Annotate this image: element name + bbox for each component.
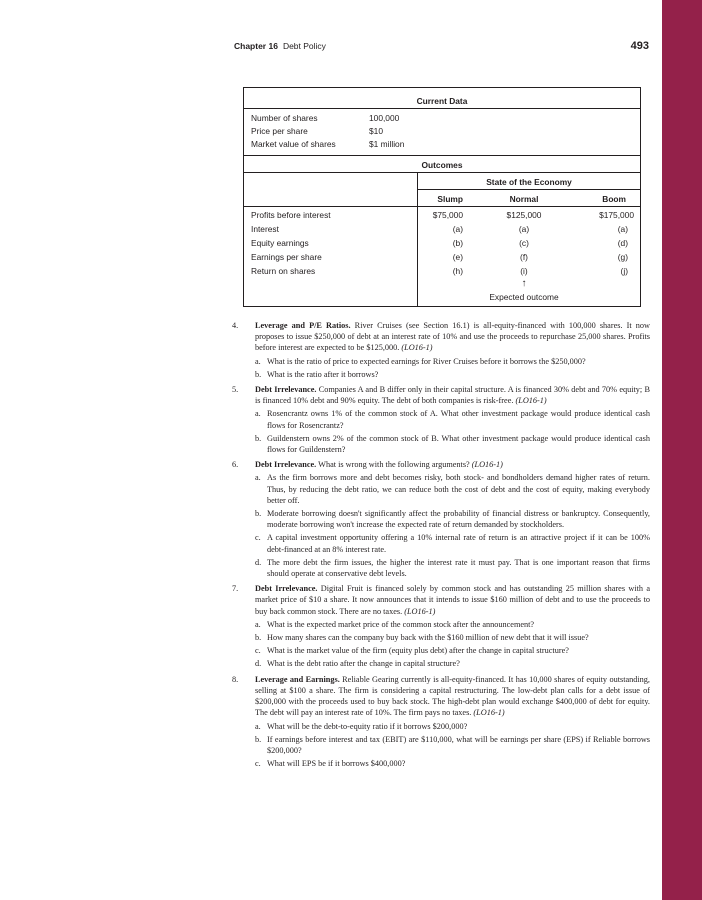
learning-objective: (LO16-1) [471, 460, 503, 470]
sub-question [255, 734, 650, 756]
sub-question-text: As the firm borrows more and debt becomes risky, both stock- and bondholders demand higher rates of return. Thus, by reducing the debt ratio, we can reduce both the cost of debt and the cost of equity, making everybody better off. [267, 473, 650, 505]
sub-question-letter: d. [255, 557, 262, 567]
sub-question-text: What is the debt ratio after the change in capital structure? [267, 659, 460, 669]
row-label: Equity earnings [251, 238, 309, 248]
cell-boom: (g) [617, 252, 628, 262]
sub-question-text: The more debt the firm issues, the higher the interest rate it must pay. That is one important reason that firms should operate at conservative debt levels. [267, 557, 650, 579]
problem-body: Companies A and B differ only in their capital structure. A is financed 30% debt and 70% equity; B is financed 10% debt and 90% equity. The debt of both companies is risk-free. [255, 385, 650, 406]
row-label: Interest [251, 224, 279, 234]
problem-text [255, 384, 650, 406]
table-rule [244, 155, 640, 156]
sub-question [255, 356, 650, 367]
state-of-economy-title: State of the Economy [486, 177, 572, 187]
cell-boom: (d) [617, 238, 628, 248]
cell-normal: $125,000 [506, 210, 542, 220]
chapter-label: Chapter 16 [234, 41, 278, 51]
problem-item [232, 674, 650, 770]
column-header-normal: Normal [509, 194, 539, 204]
sub-question-letter: b. [255, 509, 262, 519]
row-label: Return on shares [251, 266, 316, 276]
sub-question-text: Guildenstern owns 2% of the common stock of B. What other investment package would produce identical cash flows for Guildenstern? [267, 433, 650, 455]
learning-objective: (LO16-1) [473, 708, 505, 718]
sub-question-text: A capital investment opportunity offering a 10% internal rate of return is an attractive project if it can be 100% debt-financed at an 8% interest rate. [267, 533, 650, 554]
sub-question-text: What is the ratio of price to expected earnings for River Cruises before it borrows the $250,000? [267, 356, 586, 366]
problem-item [232, 320, 650, 380]
current-row-value: 100,000 [369, 113, 400, 123]
table-rule [244, 206, 640, 207]
column-header-slump: Slump [437, 194, 463, 204]
sub-question-letter: c. [255, 759, 261, 769]
page-number: 493 [630, 40, 649, 52]
sub-question [255, 721, 650, 732]
outcomes-title: Outcomes [421, 160, 463, 170]
cell-slump: (b) [452, 238, 463, 248]
problem-body: River Cruises (see Section 16.1) is all-equity-financed with 100,000 shares. It now proposes to issue $250,000 of debt at an interest rate of 10% and use the proceeds to repurchase 25,000 shares. Profits before interest are expected to be $125,000. [255, 321, 650, 353]
sub-question-text: What will be the debt-to-equity ratio if it borrows $200,000? [267, 721, 468, 731]
cell-slump: (h) [452, 266, 463, 276]
sub-question-text: What is the expected market price of the common stock after the announcement? [267, 619, 535, 629]
sub-question-letter: b. [255, 433, 262, 443]
sub-question-letter: a. [255, 356, 261, 366]
row-label: Earnings per share [251, 252, 322, 262]
problem-title: Debt Irrelevance. [255, 385, 317, 395]
sub-question [255, 632, 650, 643]
problem-body: Reliable Gearing currently is all-equity-financed. It has 10,000 shares of equity outstanding, selling at $100 a share. The firm is considering a capital restructuring. The low-debt plan calls for a debt issue of $200,000 with the proceeds used to buy back stock. The high-debt plan would exchange $400,000 of debt for equity. The debt will pay an interest rate of 10%. The firm pays no taxes. [255, 674, 650, 718]
sub-question-text: If earnings before interest and tax (EBIT) are $110,000, what will be earnings per share (EPS) if Reliable borrows $200,000? [267, 734, 650, 755]
sub-question [255, 508, 650, 530]
problem-text [255, 320, 650, 354]
chapter-heading [234, 41, 326, 51]
chapter-title: Debt Policy [282, 41, 326, 51]
problem-item [232, 459, 650, 579]
page-edge-color-bar [662, 0, 702, 900]
cell-normal: (f) [520, 252, 528, 262]
up-arrow-icon: ↑ [521, 278, 527, 289]
problem-body: Digital Fruit is financed solely by common stock and has outstanding 25 million shares with a market price of $10 a share. It now announces that it intends to issue $160 million of debt and to use the proceeds to buy back common stock. There are no taxes. [255, 584, 650, 616]
sub-question-text: Moderate borrowing doesn't significantly affect the probability of financial distress or bankruptcy. Consequently, moderate borrowing won't increase the expected rate of return demanded by stockholders. [267, 509, 650, 530]
sub-question-text: What is the market value of the firm (equity plus debt) after the change in capital structure? [267, 646, 569, 656]
learning-objective: (LO16-1) [404, 606, 436, 616]
sub-question-text: How many shares can the company buy back with the $160 million of new debt that it will issue? [267, 633, 589, 643]
sub-question-letter: c. [255, 533, 261, 543]
cell-boom: (a) [617, 224, 628, 234]
problem-number: 6. [232, 460, 239, 470]
learning-objective: (LO16-1) [401, 343, 433, 353]
sub-question-text: What is the ratio after it borrows? [267, 369, 379, 379]
problem-title: Debt Irrelevance. [255, 460, 317, 470]
problem-body: What is wrong with the following arguments? [316, 460, 472, 470]
problem-number: 5. [232, 385, 239, 395]
sub-question [255, 433, 650, 455]
expected-outcome-label: Expected outcome [489, 292, 559, 302]
problem-list [232, 320, 650, 773]
sub-question [255, 758, 650, 769]
problem-title: Leverage and Earnings. [255, 674, 340, 684]
problem-number: 8. [232, 674, 239, 684]
sub-question [255, 645, 650, 656]
current-row-value: $10 [369, 126, 383, 136]
problem-text [255, 459, 650, 470]
problem-text [255, 583, 650, 617]
sub-question [255, 658, 650, 669]
current-row-label: Price per share [251, 126, 308, 136]
sub-question-letter: b. [255, 369, 262, 379]
problem-item [232, 583, 650, 669]
current-row-value: $1 million [369, 139, 405, 149]
table-rule [244, 108, 640, 109]
sub-question-letter: a. [255, 409, 261, 419]
sub-question [255, 619, 650, 630]
cell-boom: $175,000 [599, 210, 634, 220]
data-table [243, 87, 641, 307]
sub-question-letter: a. [255, 473, 261, 483]
sub-question [255, 557, 650, 579]
cell-normal: (i) [520, 266, 528, 276]
sub-question-letter: d. [255, 659, 262, 669]
problem-number: 4. [232, 321, 239, 330]
sub-question-letter: b. [255, 633, 262, 643]
sub-question-text: What will EPS be if it borrows $400,000? [267, 759, 406, 769]
sub-question-letter: b. [255, 734, 262, 744]
problem-text [255, 674, 650, 719]
problem-item [232, 384, 650, 455]
problem-number: 7. [232, 584, 239, 594]
cell-boom: (j) [620, 266, 628, 276]
cell-normal: (c) [519, 238, 529, 248]
sub-question-text: Rosencrantz owns 1% of the common stock of A. What other investment package would produce identical cash flows for Rosencrantz? [267, 409, 650, 430]
sub-question [255, 369, 650, 380]
cell-slump: $75,000 [432, 210, 463, 220]
table-rule [244, 172, 640, 173]
problem-title: Debt Irrelevance. [255, 584, 318, 594]
sub-question-letter: a. [255, 619, 261, 629]
cell-slump: (e) [452, 252, 463, 262]
cell-slump: (a) [452, 224, 463, 234]
column-header-boom: Boom [602, 194, 626, 204]
current-row-label: Number of shares [251, 113, 318, 123]
sub-question [255, 532, 650, 554]
sub-question-letter: a. [255, 721, 261, 731]
cell-normal: (a) [518, 224, 530, 234]
sub-question-letter: c. [255, 646, 261, 656]
sub-question [255, 408, 650, 430]
current-row-label: Market value of shares [251, 139, 336, 149]
row-label: Profits before interest [251, 210, 331, 220]
running-header [234, 40, 649, 54]
current-data-title: Current Data [416, 96, 468, 106]
sub-question [255, 472, 650, 506]
problem-title: Leverage and P/E Ratios. [255, 321, 351, 330]
learning-objective: (LO16-1) [515, 396, 547, 406]
table-rule [417, 189, 640, 190]
